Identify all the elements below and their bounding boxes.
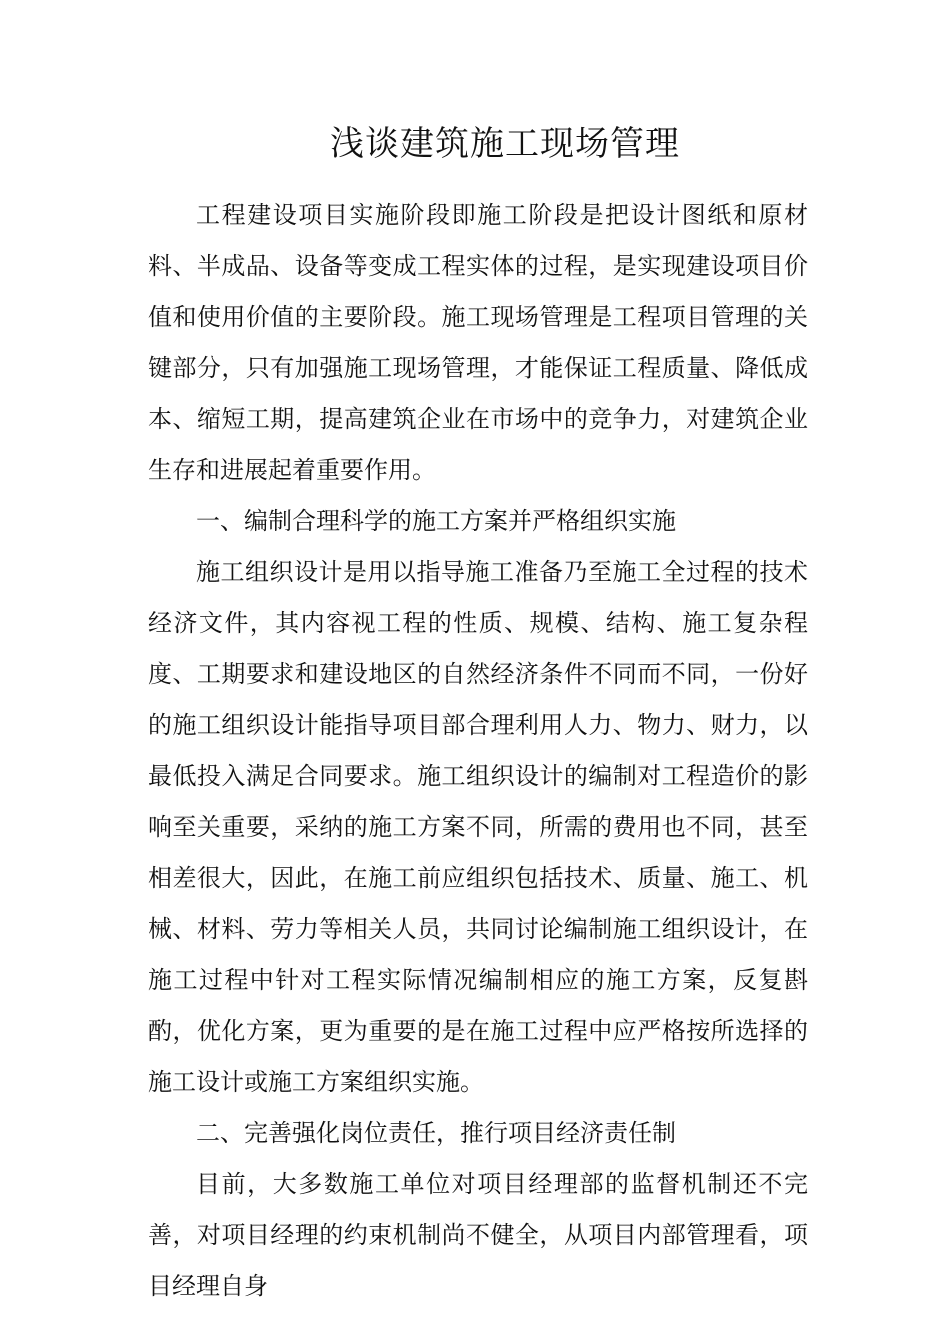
section-heading: 二、完善强化岗位责任，推行项目经济责任制 [196, 1119, 676, 1147]
body-paragraph: 施工组织设计是用以指导施工准备乃至施工全过程的技术经济文件，其内容视工程的性质、规模、结构、施工复杂程度、工期要求和建设地区的自然经济条件不同而不同，一份好的施工组织设计能指导项目部合理利用人力、物力、财力，以最低投入满足合同要求。施工组织设计的编制对工程造价的影响至关重要，采纳的施工方案不同，所需的费用也不同，甚至相差很大，因此，在施工前应组织包括技术、质量、施工、机械、材料、劳力等相关人员，共同讨论编制施工组织设计，在施工过程中针对工程实际情况编制相应的施工方案，反复斟酌，优化方案，更为重要的是在施工过程中应严格按所选择的施工设计或施工方案组织实施。 [148, 558, 808, 1096]
document-body [148, 190, 808, 1312]
body-paragraph: 工程建设项目实施阶段即施工阶段是把设计图纸和原材料、半成品、设备等变成工程实体的过程，是实现建设项目价值和使用价值的主要阶段。施工现场管理是工程项目管理的关键部分，只有加强施工现场管理，才能保证工程质量、降低成本、缩短工期，提高建筑企业在市场中的竞争力，对建筑企业生存和进展起着重要作用。 [148, 201, 808, 484]
document-title: 浅谈建筑施工现场管理 [330, 124, 680, 164]
section-heading: 一、编制合理科学的施工方案并严格组织实施 [196, 507, 676, 535]
body-paragraph: 目前，大多数施工单位对项目经理部的监督机制还不完善，对项目经理的约束机制尚不健全，从项目内部管理看，项目经理自身 [148, 1170, 808, 1300]
